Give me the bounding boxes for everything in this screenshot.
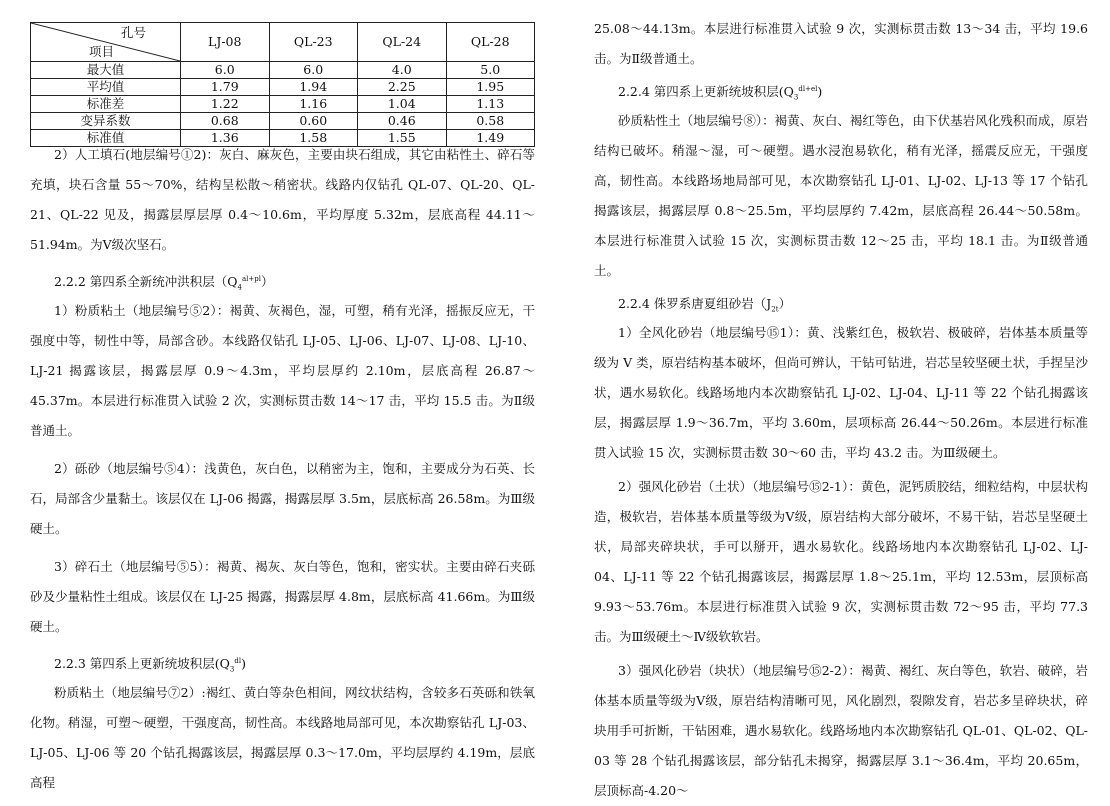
table-cell: 1.04 [358,96,447,113]
section-heading-2-2-2: 2.2.2 第四系全新统冲洪积层$(Q_4^{al+pl})$ [54,274,274,292]
table-cell: 0.58 [446,113,535,130]
paragraph-strongly-weathered-soil: 2）强风化砂岩（土状）（地层编号⑮2-1）：黄色，泥钙质胶结，细粒结构，中层状构造，极软岩，岩体基本质量等级为Ⅴ级，原岩结构大部分破坏，不易干钻，岩芯呈坚硬土状，局部夹碎块状，手可以掰开，遇水易软化。线路场地内本次勘察钻孔 LJ-02、LJ-04、LJ-11 等 22 个钻孔揭露该层，揭露层厚 1.8～25.1m，平均 12.53m，层顶标高 9.93～53.76m。本层进行标准贯入试验 9 次，实测标贯击数 72～95 击，平均 77.3 击。为Ⅲ级硬土～Ⅳ级软软岩。 [594,479,1088,644]
table-cell: 0.60 [269,113,358,130]
header-top-label: 孔号 [120,25,146,40]
row-label: 变异系数 [31,113,181,130]
row-label: 标准差 [31,96,181,113]
column-header: LJ-08 [181,23,270,62]
table-cell: 6.0 [269,62,358,79]
paragraph-silty-clay: 1）粉质粘土（地层编号⑤2）：褐黄、灰褐色，湿，可塑，稍有光泽，摇振反应无，干强度中等，韧性中等，局部含砂。本线路仅钻孔 LJ-05、LJ-06、LJ-07、LJ-08、LJ-10、LJ-21 揭露该层，揭露层厚 0.9～4.3m，平均层厚约 2.10m，层底高程 26.87～45.37m。本层进行标准贯入试验 2 次，实测标贯击数 14～17 击，平均 15.5 击。为Ⅱ级普通土。 [30,303,535,438]
table-cell: 2.25 [358,79,447,96]
column-header: QL-28 [446,23,535,62]
paragraph-crushed-stone: 3）碎石土（地层编号⑤5）：褐黄、褐灰、灰白等色，饱和，密实状。主要由碎石夹砾砂及少量粘性土组成。该层仅在 LJ-25 揭露，揭露层厚 4.8m，层底标高 41.66m。为Ⅲ级硬土。 [30,559,535,634]
table-cell: 1.13 [446,96,535,113]
column-header: QL-23 [269,23,358,62]
table-cell: 1.16 [269,96,358,113]
row-label: 最大值 [31,62,181,79]
table-cell: 1.95 [446,79,535,96]
left-column [30,0,535,798]
table-cell: 1.58 [269,130,358,147]
right-column [594,0,1088,806]
table-cell: 0.68 [181,113,270,130]
paragraph-fill-stone: 2）人工填石(地层编号①2)：灰白、麻灰色，主要由块石组成，其它由粘性土、碎石等充填，块石含量 55～70%，结构呈松散～稍密状。线路内仅钻孔 QL-07、QL-20、QL-21、QL-22 见及，揭露层厚层厚 0.4～10.6m，平均厚度 5.32m，层底高程 44.11～51.94m。为Ⅴ级次坚石。 [30,147,535,252]
section-heading-2-2-3: 2.2.3 第四系上更新统坡积层$(Q_3^{dl})$ [54,656,246,674]
statistics-table [30,22,535,147]
table-cell: 5.0 [446,62,535,79]
column-header: QL-24 [358,23,447,62]
section-heading-2-2-4-sandstone: 2.2.4 侏罗系唐夏组砂岩$(J_{2t})$ [618,296,792,314]
paragraph-slope-clay: 粉质粘土（地层编号⑦2）:褐红、黄白等杂色相间，网纹状结构，含较多石英砾和铁氧化物。稍湿，可塑～硬塑，干强度高，韧性高。本线路地局部可见，本次勘察钻孔 LJ-03、LJ-05、LJ-06 等 20 个钻孔揭露该层，揭露层厚 0.3～17.0m，平均层厚约 4.19m，层底高程 [30,685,535,790]
table-row [31,113,535,130]
table-header-row [31,23,535,62]
table-row [31,79,535,96]
row-label: 标准值 [31,130,181,147]
row-label: 平均值 [31,79,181,96]
table-cell: 6.0 [181,62,270,79]
diagonal-header-cell [31,23,181,62]
table-cell: 1.79 [181,79,270,96]
paragraph-strongly-weathered-block: 3）强风化砂岩（块状）（地层编号⑮2-2）：褐黄、褐红、灰白等色，软岩、破碎，岩体基本质量等级为Ⅴ级，原岩结构清晰可见，风化剧烈，裂隙发育，岩芯多呈碎块状，碎块用手可折断，干钻困难，遇水易软化。线路场地内本次勘察钻孔 QL-01、QL-02、QL-03 等 28 个钻孔揭露该层，部分钻孔未揭穿，揭露层厚 3.1～36.4m，平均 20.65m，层顶标高-4.20～ [594,663,1088,798]
table-cell: 1.55 [358,130,447,147]
paragraph-fully-weathered: 1）全风化砂岩（地层编号⑮1）：黄、浅紫红色，极软岩、极破碎，岩体基本质量等级为 V 类，原岩结构基本破坏，但尚可辨认，干钻可钻进，岩芯呈较坚硬土状，手捏呈沙状，遇水易软化。线路场地内本次勘察钻孔 LJ-02、LJ-04、LJ-11 等 22 个钻孔揭露该层，揭露层厚 1.9～36.7m，平均 3.60m，层项标高 26.44～50.26m。本层进行标准贯入试验 15 次，实测标贯击数 30～60 击，平均 43.2 击。为Ⅲ级硬土。 [594,325,1088,460]
table-cell: 1.22 [181,96,270,113]
table-cell: 1.36 [181,130,270,147]
table-cell: 1.49 [446,130,535,147]
table-cell: 4.0 [358,62,447,79]
paragraph-sandy-clay: 砂质粘性土（地层编号⑧）：褐黄、灰白、褐红等色，由下伏基岩风化残积而成，原岩结构已破坏。稍湿～湿，可～硬塑。遇水浸泡易软化，稍有光泽，摇震反应无，干强度高，韧性高。本线路场地局部可见，本次勘察钻孔 LJ-01、LJ-02、LJ-13 等 17 个钻孔揭露该层，揭露层厚 0.8～25.5m，平均层厚约 7.42m，层底高程 26.44～50.58m。本层进行标准贯入试验 15 次，实测标贯击数 12～25 击，平均 18.1 击。为Ⅱ级普通土。 [594,113,1088,278]
table-row [31,62,535,79]
section-heading-2-2-4-slope: 2.2.4 第四系上更新统坡积层$(Q_3^{dl+el})$ [618,84,823,102]
header-bottom-label: 项目 [89,44,115,59]
table-cell: 0.46 [358,113,447,130]
paragraph-gravel-sand: 2）砾砂（地层编号⑤4）：浅黄色，灰白色，以稍密为主，饱和，主要成分为石英、长石，局部含少量黏土。该层仅在 LJ-06 揭露，揭露层厚 3.5m，层底标高 26.58m。为Ⅲ级硬土。 [30,461,535,536]
table-cell: 1.94 [269,79,358,96]
table-row [31,96,535,113]
paragraph-continued: 25.08～44.13m。本层进行标准贯入试验 9 次，实测标贯击数 13～34 击，平均 19.6 击。为Ⅱ级普通土。 [594,21,1088,66]
